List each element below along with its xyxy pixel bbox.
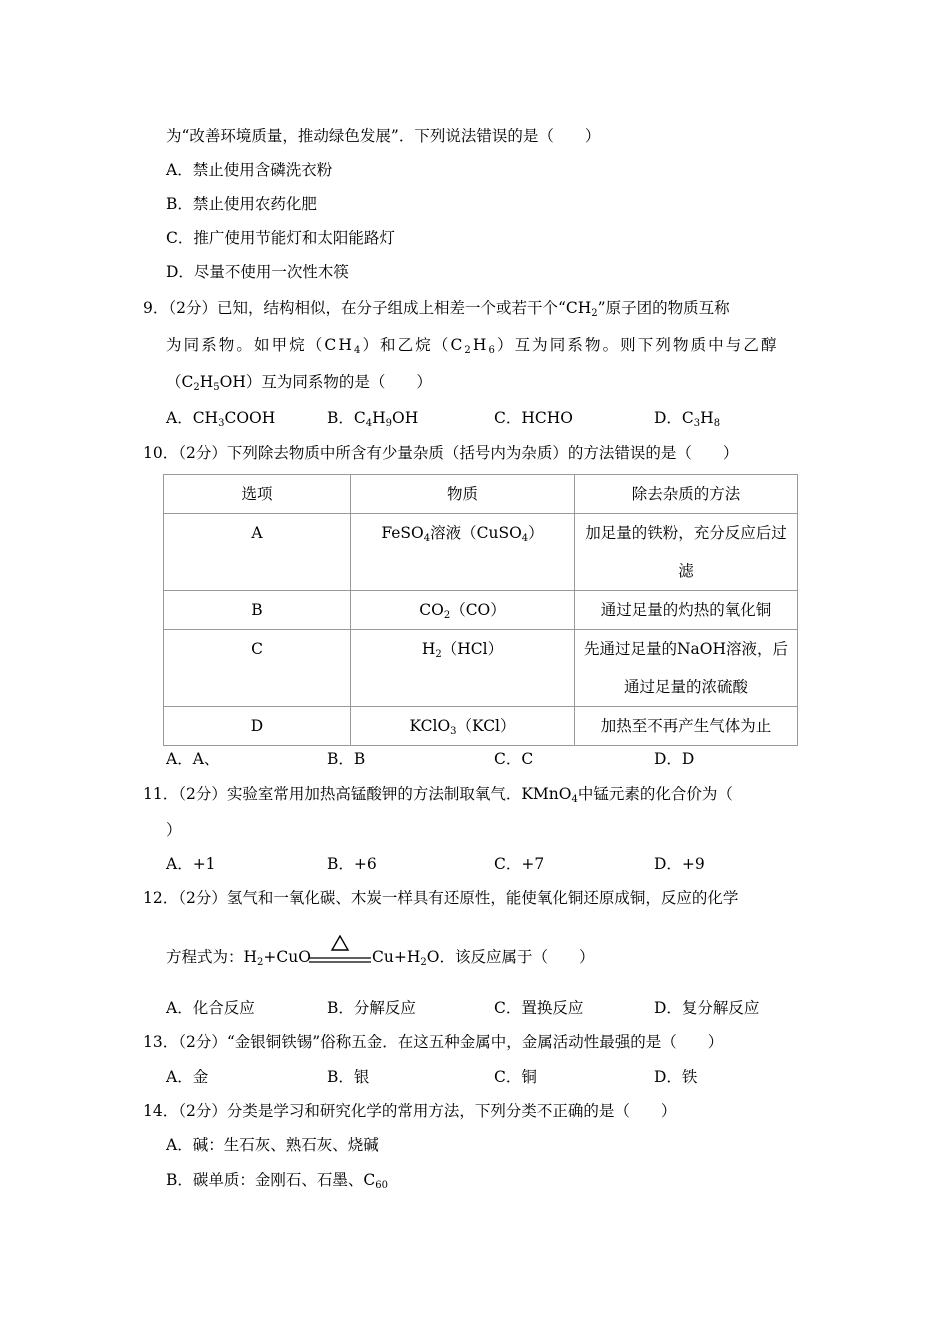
q9-number: 9． [143,299,169,317]
q10-option-d: D．D [654,750,695,768]
q12-option-c: C．置换反应 [494,999,584,1017]
q11-stem-cont: ） [166,821,182,839]
q10-option-a: A．A、 [166,750,220,768]
q13-number: 13． [143,1033,179,1051]
table-cell: D [164,707,351,746]
q11-option-c: C．+7 [494,855,545,873]
q11-option-b: B．+6 [327,855,377,873]
q8-option-c: C．推广使用节能灯和太阳能路灯 [166,229,395,247]
q9-text: （2分）已知，结构相似，在分子组成上相差一个或若干个“CH [168,299,592,317]
q12-option-a: A．化合反应 [166,999,255,1017]
q13-option-a: A．金 [166,1068,209,1086]
table-cell: C [164,630,351,707]
q9-text: H [472,336,489,354]
q11-sub: 4 [571,794,578,805]
q11-number: 11． [143,785,179,803]
table-cell: 加足量的铁粉，充分反应后过 滤 [575,514,798,591]
q9-line3 [166,372,432,392]
table-row [164,514,798,591]
table-cell: B [164,591,351,630]
q12-equation-right: $Cu+H_2O$．该反应属于（ ） [372,948,595,968]
q9-text: ”原子团的物质互称 [597,299,730,317]
q9-sub: 2 [591,308,598,319]
table-cell: A [164,514,351,591]
q12-equation-left: 方程式为：$H_2+CuO$ [166,948,311,968]
q9-sub: 4 [353,345,363,356]
q10-stem [143,443,738,463]
q12-stem [143,888,738,908]
q9-line2 [166,335,779,355]
table-row [164,707,798,746]
q14-text: （2分）分类是学习和研究化学的常用方法，下列分类不正确的是（ ） [178,1102,677,1120]
q8-option-b: B．禁止使用农药化肥 [166,195,317,213]
q13-option-b: B．银 [327,1068,370,1086]
q9-text: ）和乙烷（C [362,336,465,354]
table-cell: $CO_2(CO)$ [351,591,575,630]
q9-sub: 2 [193,382,200,393]
q8-stem-cont: 为“改善环境质量，推动绿色发展”．下列说法错误的是（ ） [166,127,601,145]
q14-stem [143,1101,676,1121]
q10-option-b: B．B [327,750,366,768]
q10-text: （2分）下列除去物质中所含有少量杂质（括号内为杂质）的方法错误的是（ ） [178,444,739,462]
q11-option-a: A．+1 [166,855,216,873]
table-cell: 加热至不再产生气体为止 [575,707,798,746]
q10-option-c: C．C [494,750,534,768]
q12-text: （2分）氢气和一氧化碳、木炭一样具有还原性，能使氧化铜还原成铜，反应的化学 [178,889,739,907]
q9-sub: 6 [488,345,497,356]
q9-line1 [143,298,730,318]
q8-option-a: A．禁止使用含磷洗衣粉 [166,161,333,179]
table-cell: 先通过足量的NaOH溶液，后 通过足量的浓硫酸 [575,630,798,707]
table-header: 物质 [351,475,575,514]
q13-option-d: D．铁 [654,1068,698,1086]
q9-text: H [199,373,214,391]
table-row [164,630,798,707]
q10-number: 10． [143,444,179,462]
q12-option-b: B．分解反应 [327,999,416,1017]
q9-option-a: A．$CH_3COOH$ [166,409,276,429]
heat-arrow-icon [309,934,371,964]
q9-option-c: C．HCHO [494,409,573,427]
q9-text: 为同系物。如甲烷（CH [166,336,354,354]
q14-number: 14． [143,1102,179,1120]
table-cell: FeSO$_4$溶液（CuSO$_4$） [351,514,575,591]
table-header: 选项 [164,475,351,514]
table-cell: 通过足量的灼热的氧化铜 [575,591,798,630]
q11-text: 中锰元素的化合价为（ [577,785,733,803]
q8-option-d: D．尽量不使用一次性木筷 [166,263,349,281]
q11-option-d: D．+9 [654,855,705,873]
q14-option-a: A．碱：生石灰、熟石灰、烧碱 [166,1136,379,1154]
q9-sub: 5 [213,382,220,393]
q9-option-d: D．$C_3H_8$ [654,409,721,429]
q13-option-c: C．铜 [494,1068,537,1086]
q9-option-b: B．$C_4H_9OH$ [327,409,419,429]
q12-number: 12． [143,889,179,907]
table-row [164,591,798,630]
q11-stem [143,784,733,804]
q9-text: OH）互为同系物的是（ ） [219,373,432,391]
q10-table [163,474,798,746]
table-cell: $H_2(HCl)$ [351,630,575,707]
q12-option-d: D．复分解反应 [654,999,760,1017]
q13-stem [143,1032,723,1052]
q9-sub: 2 [464,345,473,356]
q9-text: ）互为同系物。则下列物质中与乙醇 [496,336,779,354]
table-cell: KClO$_3$（KCl） [351,707,575,746]
table-header-row [164,475,798,514]
q13-text: （2分）“金银铜铁锡”俗称五金．在这五种金属中，金属活动性最强的是（ ） [178,1033,724,1051]
q11-text: （2分）实验室常用加热高锰酸钾的方法制取氧气．KMnO [178,785,572,803]
table-header: 除去杂质的方法 [575,475,798,514]
q9-text: （C [166,373,194,391]
q14-option-b: B．碳单质：金刚石、石墨、$C_{60}$ [166,1171,388,1191]
